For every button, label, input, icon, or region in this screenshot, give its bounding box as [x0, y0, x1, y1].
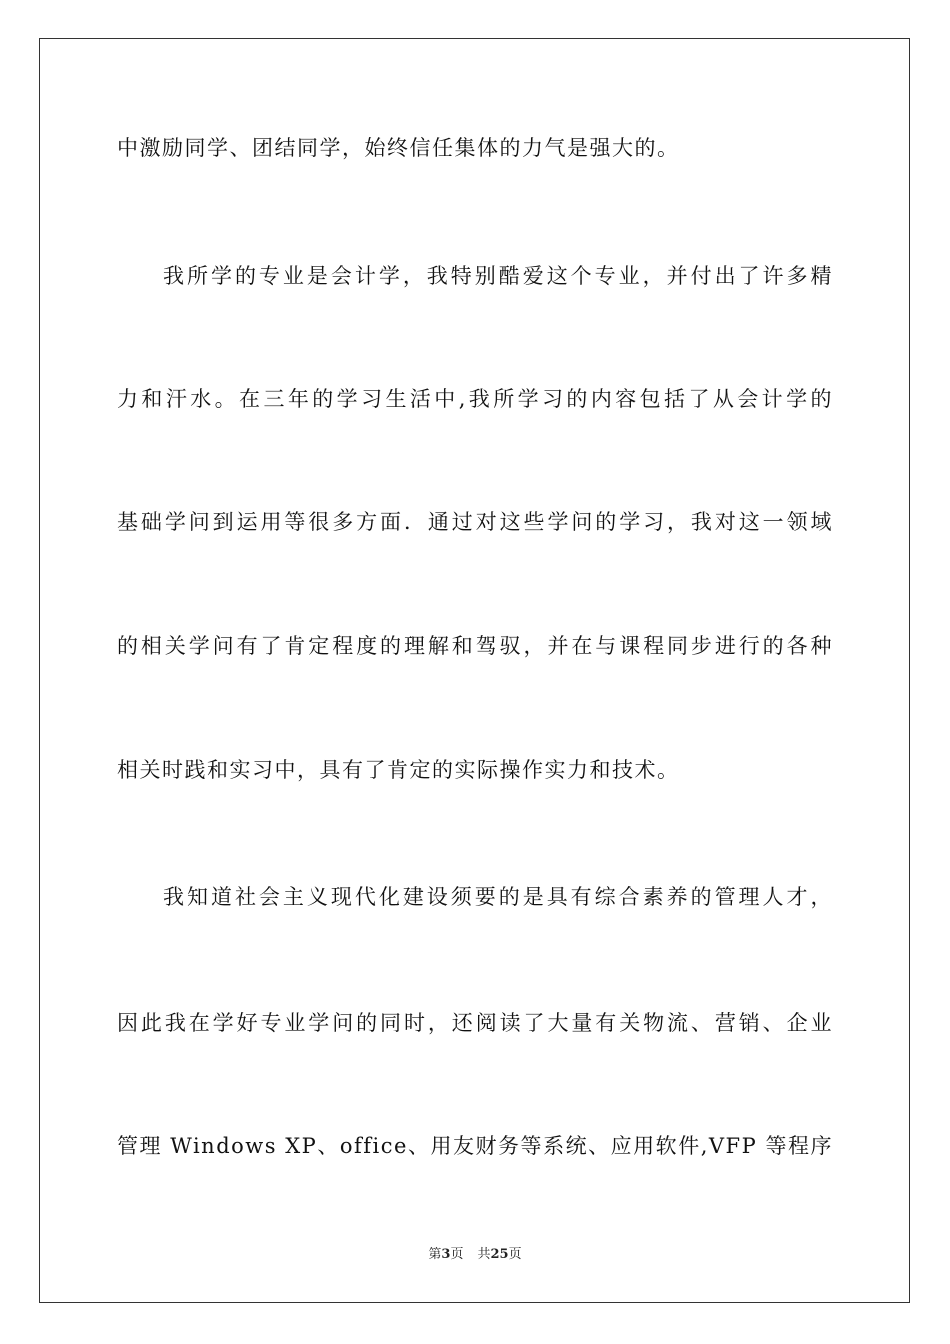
- text-line: 的相关学问有了肯定程度的理解和驾驭，并在与课程同步进行的各种: [117, 634, 833, 658]
- text-line: 基础学问到运用等很多方面．通过对这些学问的学习，我对这一领域: [117, 510, 833, 534]
- page-frame: [39, 38, 910, 1303]
- text-line: 力和汗水。在三年的学习生活中,我所学习的内容包括了从会计学的: [117, 387, 833, 411]
- text-line: 中激励同学、团结同学，始终信任集体的力气是强大的。: [117, 136, 680, 160]
- paragraph-first-line: 我所学的专业是会计学，我特别酷爱这个专业，并付出了许多精: [163, 264, 833, 288]
- page-suffix: 页: [450, 1247, 464, 1262]
- page-current: 3: [441, 1247, 451, 1262]
- page-footer: [0, 1246, 950, 1264]
- page-prefix: 第: [428, 1247, 442, 1262]
- text-line: 管理 Windows XP、office、用友财务等系统、应用软件,VFP 等程序: [117, 1134, 833, 1158]
- total-prefix: 共: [477, 1247, 491, 1262]
- total-suffix: 页: [508, 1247, 522, 1262]
- paragraph-first-line: 我知道社会主义现代化建设须要的是具有综合素养的管理人才，: [163, 885, 833, 909]
- text-line: 因此我在学好专业学问的同时，还阅读了大量有关物流、营销、企业: [117, 1011, 833, 1035]
- text-line: 相关时践和实习中，具有了肯定的实际操作实力和技术。: [117, 758, 680, 782]
- page-total: 25: [490, 1247, 509, 1262]
